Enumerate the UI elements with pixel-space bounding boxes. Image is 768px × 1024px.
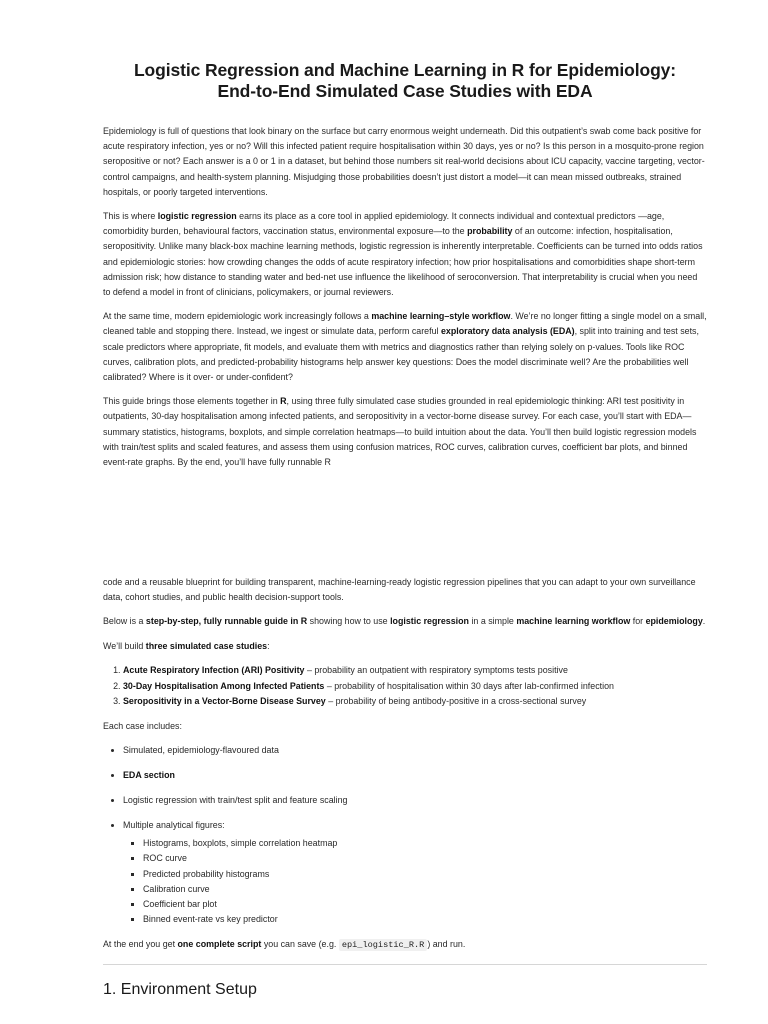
bold-term: one complete script [177, 939, 262, 950]
intro-paragraph-1: Epidemiology is full of questions that look binary on the surface but carry enormous weight underneath. Did this outpatient’s swab come back positive for acute respiratory infection, yes or no? Will this infected patient require hospitalisation within 30 days, yes or no? Is this person in a mosquito-prone region seropositive or not? Each answer is a 0 or 1 in a dataset, but behind those numbers sit real-world decisions about ICU capacity, vaccine targeting, vector-control campaigns, and health-system planning. Misjudging those probabilities doesn’t just distort a model—it can mean missed outbreaks, strained hospitals, or poorly targeted interventions. [103, 126, 705, 197]
text-run: ) and run. [427, 939, 466, 950]
script-filename: epi_logistic_R.R [339, 939, 428, 951]
page-title [103, 60, 707, 102]
includes-item [123, 768, 707, 783]
section-heading: 1. Environment Setup [103, 980, 257, 998]
figure-item: ▪ Binned event-rate vs key predictor [143, 912, 707, 927]
intro-paragraph-2 [103, 209, 707, 300]
includes-item-text: Multiple analytical figures: [123, 820, 225, 831]
intro-paragraph-3 [103, 309, 707, 385]
text-run: This guide brings those elements together in [103, 396, 281, 407]
bold-term: machine learning–style workflow [371, 311, 511, 322]
text-run: showing how to use [307, 616, 391, 627]
text-run: of an outcome: infection, hospitalisation, seropositivity. Unlike many black-box machine learning methods, logistic regression is inherently interpretable. Coefficients can be turned into odds ratios and epidemiologic stories: how crowding changes the odds of acute respiratory infection; how prior hospitalisations and comorbidities shape short-term admission risk; how distance to standing water and bed-net use influence the likelihood of seroconversion. That interpretability is crucial when you need to defend a model in front of clinicians, policymakers, or journal reviewers. [103, 226, 703, 298]
bold-term: epidemiology [645, 616, 703, 627]
case-studies-intro [103, 639, 707, 654]
case-study-name: Acute Respiratory Infection (ARI) Positivity [123, 664, 305, 675]
includes-list [103, 743, 707, 927]
case-study-description: – probability of hospitalisation within 30 days after lab-confirmed infection [324, 680, 614, 691]
figure-item: ▪ ROC curve [143, 851, 707, 866]
figure-item: ▪ Predicted probability histograms [143, 867, 707, 882]
text-run: , using three fully simulated case studies grounded in real epidemiologic thinking: ARI test positivity in outpatients, 30-day hospitalisation among infected patients, and seropositivity in a vector-borne disease survey. For each case, you’ll start with EDA—summary statistics, histograms, boxplots, and simple correlation heatmaps—to build intuition about the data. You’ll then build logistic regression models with train/test splits and scaled features, and assess them using confusion matrices, ROC curves, calibration curves, coefficient bar plots, and binned event-rate graphs. By the end, you’ll have fully runnable R [103, 396, 697, 468]
page-title-line-2: End-to-End Simulated Case Studies with EDA [217, 81, 593, 101]
bold-term: exploratory data analysis (EDA) [440, 326, 575, 337]
includes-item [123, 793, 707, 808]
text-run: in a simple [468, 616, 517, 627]
text-run: for [630, 616, 646, 627]
case-study-name: Seropositivity in a Vector-Borne Disease Survey [123, 696, 326, 707]
text-run: . [702, 616, 706, 627]
includes-item-text: Logistic regression with train/test split and feature scaling [123, 795, 348, 806]
text-run: earns its place as a core tool in applied epidemiology. It connects individual and contextual predictors —age, comorbidity burden, behavioural factors, vaccination status, environmental exposure—to the [103, 211, 665, 237]
page-continued-content [103, 575, 707, 999]
figures-list [123, 836, 707, 927]
case-studies-list [103, 663, 707, 710]
text-run: , split into training and test sets, scale predictors where appropriate, fit models, and evaluate them with metrics and diagnostics rather than relying solely on p-values. Tools like ROC curves, calibration plots, and predicted-probability histograms help answer key questions: Does the model discriminate well? Are the probabilities well calibrated? Where is it over- or under-confident? [103, 326, 699, 383]
bold-term: three simulated case studies [145, 640, 268, 651]
script-note-paragraph [103, 937, 707, 953]
case-study-name: 30-Day Hospitalisation Among Infected Patients [123, 680, 325, 691]
case-study-item [123, 679, 707, 695]
text-run: you can save (e.g. [261, 939, 339, 950]
section-divider [103, 964, 707, 965]
text-run: Below is a [103, 616, 146, 627]
text-run: At the same time, modern epidemiologic work increasingly follows a [103, 311, 372, 322]
figure-item: ▪ Calibration curve [143, 882, 707, 897]
guide-intro-paragraph [103, 614, 707, 629]
bold-term: step-by-step, fully runnable guide in R [145, 616, 308, 627]
text-run: At the end you get [103, 939, 178, 950]
includes-item-text: EDA section [123, 770, 175, 781]
intro-paragraph-4 [103, 394, 707, 470]
bold-term: probability [467, 226, 513, 237]
page-title-line-1: Logistic Regression and Machine Learning in R for Epidemiology: [133, 60, 677, 80]
bold-term: R [280, 396, 287, 407]
text-run: : [267, 640, 270, 651]
text-run: We’ll build [103, 640, 146, 651]
case-study-description: – probability of being antibody-positive in a cross-sectional survey [325, 696, 587, 707]
includes-item-text: Simulated, epidemiology-flavoured data [123, 745, 279, 756]
case-study-description: – probability an outpatient with respiratory symptoms tests positive [304, 664, 568, 675]
text-run: . We’re no longer fitting a single model on a small, cleaned table and stopping there. Instead, we ingest or simulate data, perform careful [103, 311, 707, 337]
bold-term: logistic regression [157, 211, 237, 222]
page-top-content [103, 60, 707, 479]
paragraph-continuation: code and a reusable blueprint for building transparent, machine-learning-ready logistic regression pipelines that you can adapt to your own surveillance data, cohort studies, and public health decision-support tools. [103, 577, 696, 603]
case-study-item [123, 663, 707, 679]
case-study-item [123, 694, 707, 710]
figure-item: ▪ Histograms, boxplots, simple correlation heatmap [143, 836, 707, 851]
text-run: This is where [103, 211, 158, 222]
each-case-includes-label: Each case includes: [103, 720, 182, 731]
includes-item [123, 743, 707, 758]
bold-term: machine learning workflow [516, 616, 631, 627]
includes-item [123, 818, 707, 927]
bold-term: logistic regression [390, 616, 469, 627]
figure-item: ▪ Coefficient bar plot [143, 897, 707, 912]
